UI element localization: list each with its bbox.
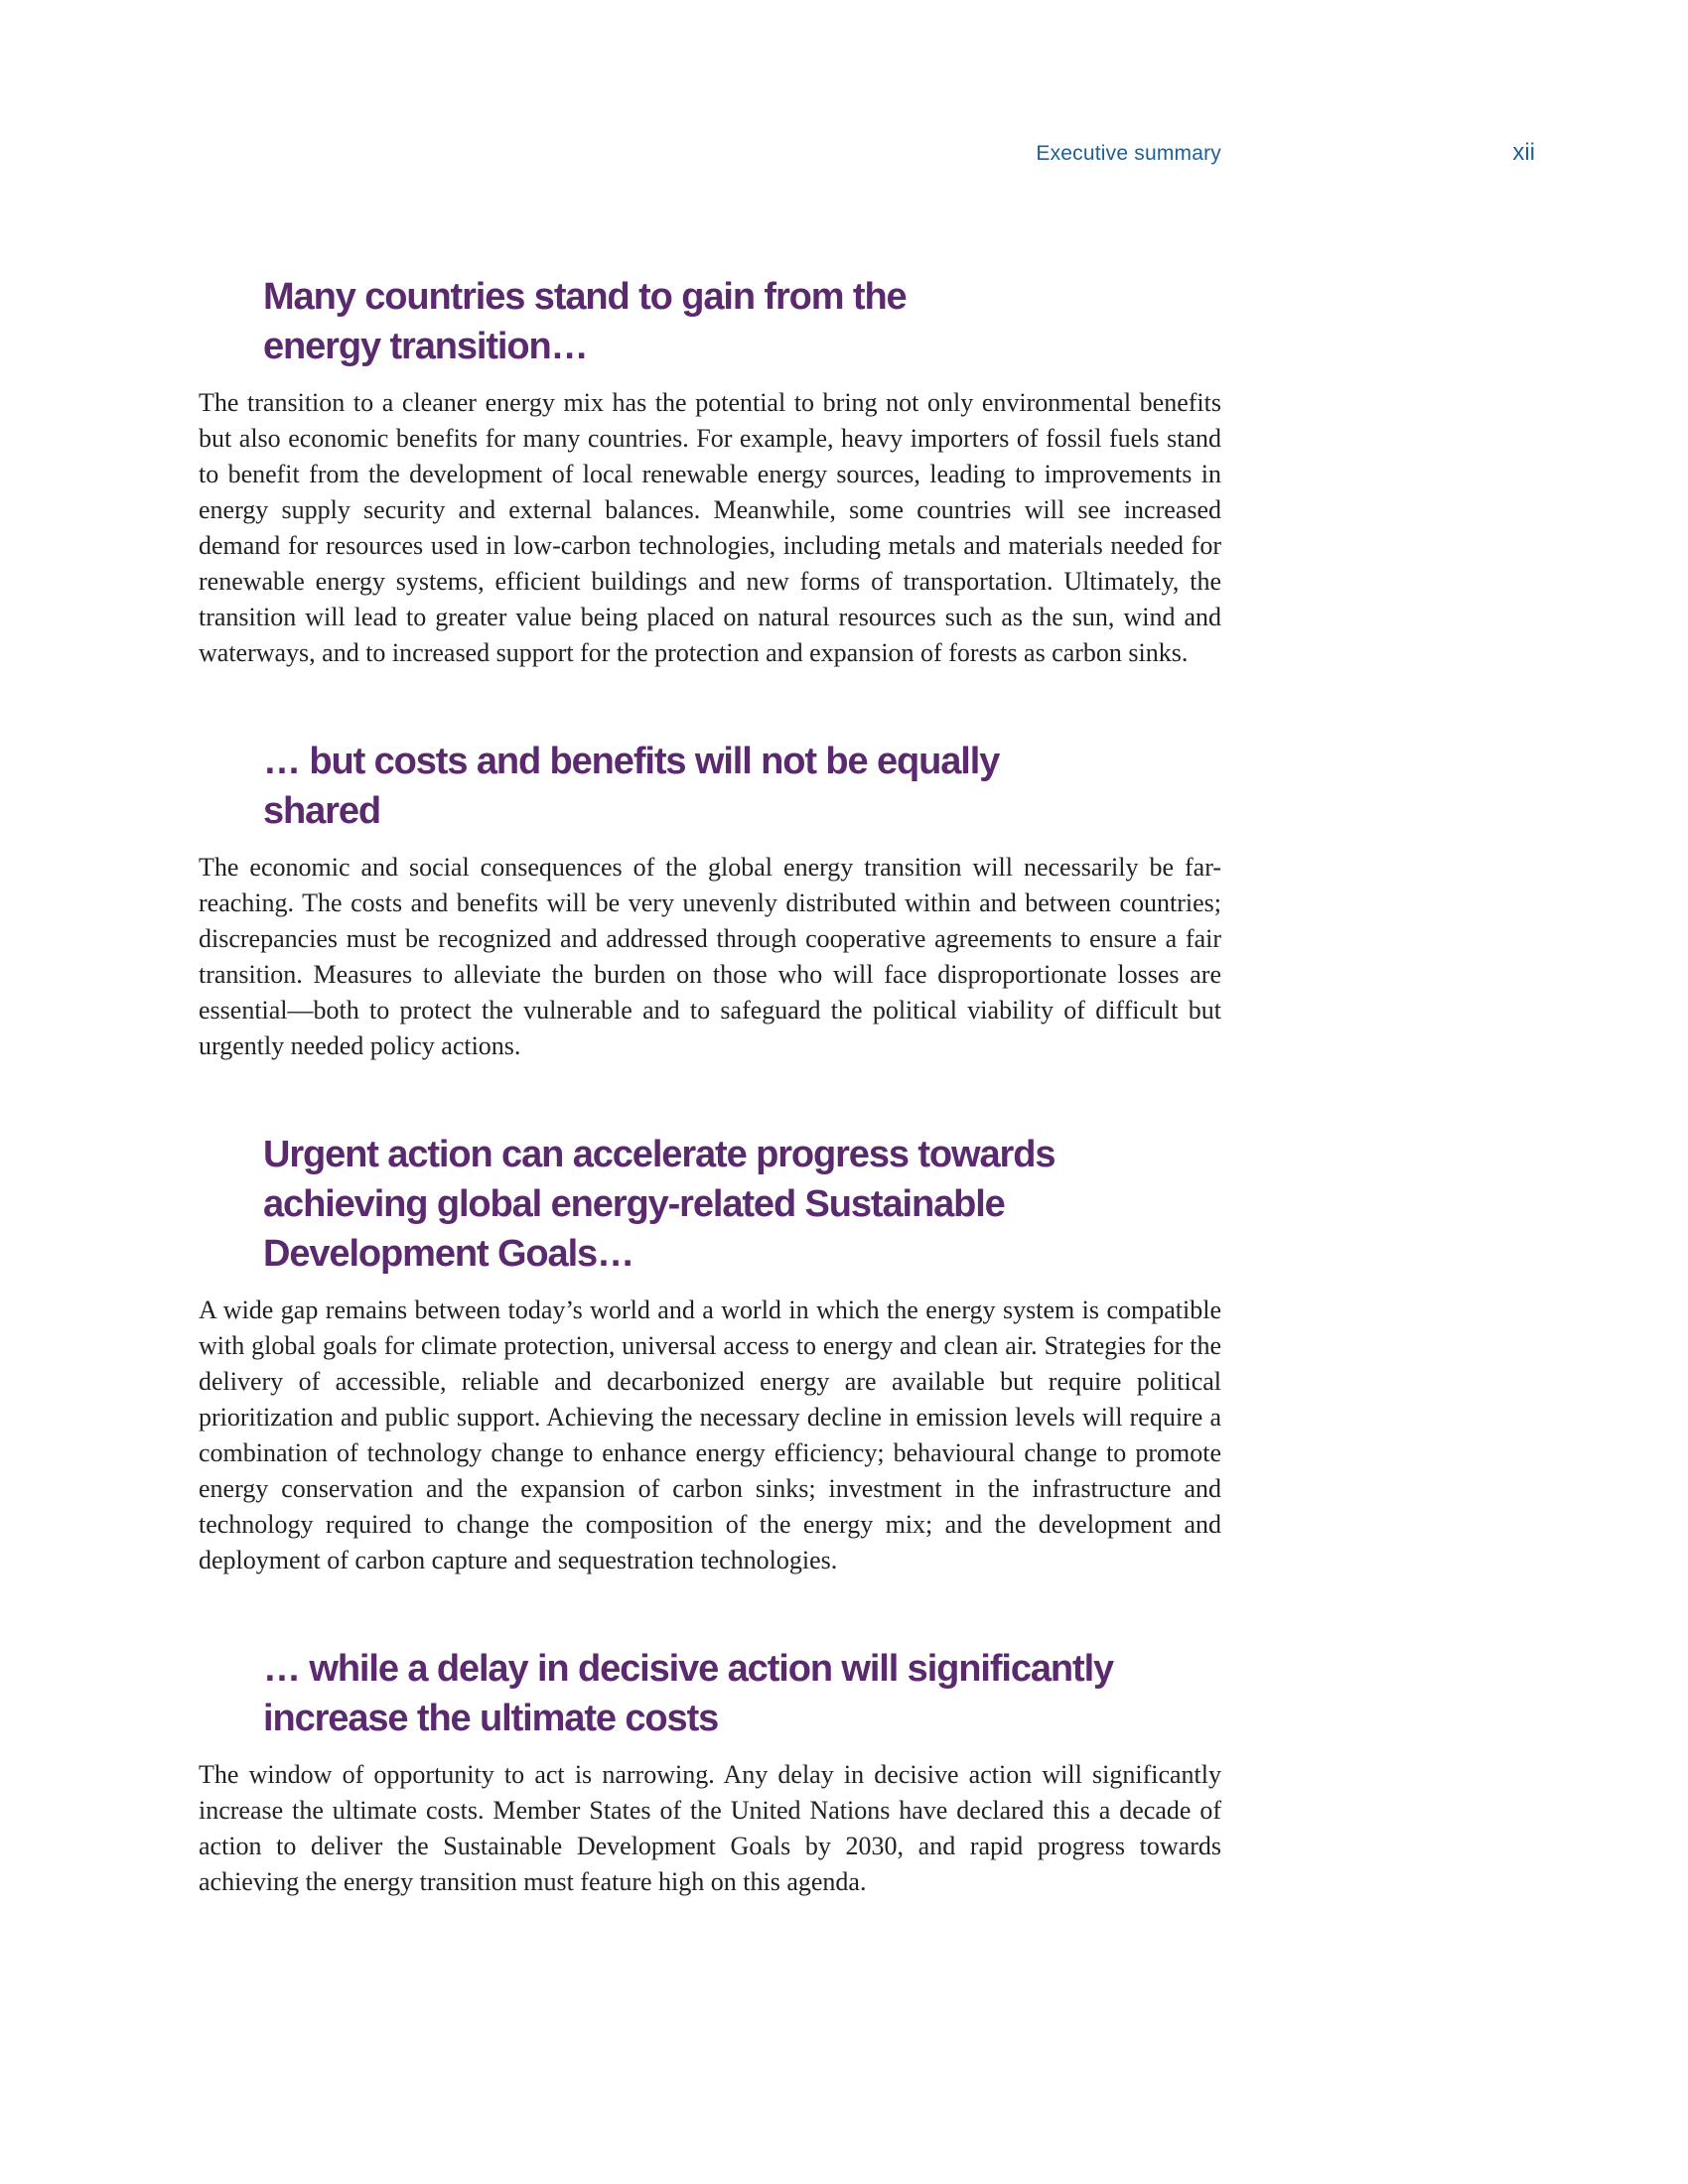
section-paragraph: The window of opportunity to act is narrowing. Any delay in decisive action will significantly increase the ultimate costs. Member States of the United Nations have declared this a decade of action to deliver the Sustainable Development Goals by 2030, and rapid progress towards achieving the energy transition must feature high on this agenda. — [199, 1760, 1221, 1896]
heading-line: Development Goals… — [263, 1233, 633, 1275]
heading-line: … but costs and benefits will not be equally shared — [263, 741, 1000, 832]
section-countries-gain — [199, 272, 1221, 671]
section-heading — [263, 737, 1117, 836]
section-heading — [263, 1130, 1117, 1279]
section-paragraph: The transition to a cleaner energy mix has the potential to bring not only environmental benefits but also economic benefits for many countries. For example, heavy importers of fossil fuels stand to benefit from the development of local renewable energy sources, leading to improvements in energy supply security and external balances. Meanwhile, some countries will see increased demand for resources used in low-carbon technologies, including metals and materials needed for renewable energy systems, efficient buildings and new forms of transportation. Ultimately, the transition will lead to greater value being placed on natural resources such as the sun, wind and waterways, and to increased support for the protection and expansion of forests as carbon sinks. — [199, 388, 1221, 667]
heading-line: achieving global energy-related Sustainable — [263, 1183, 1005, 1225]
heading-line: … while a delay in decisive action will significantly — [263, 1648, 1114, 1690]
section-heading — [263, 1644, 1117, 1743]
section-costs-benefits — [199, 737, 1221, 1064]
section-heading — [263, 272, 1117, 371]
section-paragraph: The economic and social consequences of the global energy transition will necessarily be far-reaching. The costs and benefits will be very unevenly distributed within and between countries; discrepancies must be recognized and addressed through cooperative agreements to ensure a fair transition. Measures to alleviate the burden on those who will face disproportionate losses are essential—both to protect the vulnerable and to safeguard the political viability of difficult but urgently needed policy actions. — [199, 853, 1221, 1060]
running-head: Executive summary — [1036, 142, 1221, 165]
heading-line: increase the ultimate costs — [263, 1698, 719, 1739]
heading-line: Urgent action can accelerate progress towards — [263, 1134, 1055, 1175]
heading-line: energy transition… — [263, 326, 588, 367]
heading-line: Many countries stand to gain from the — [263, 276, 907, 318]
section-urgent-action — [199, 1130, 1221, 1578]
section-paragraph: A wide gap remains between today’s world and a world in which the energy system is compatible with global goals for climate protection, universal access to energy and clean air. Strategies for the delivery of accessible, reliable and decarbonized energy are available but require political prioritization and public support. Achieving the necessary decline in emission levels will require a combination of technology change to enhance energy efficiency; behavioural change to promote energy conservation and the expansion of carbon sinks; investment in the infrastructure and technology required to change the composition of the energy mix; and the development and deployment of carbon capture and sequestration technologies. — [199, 1296, 1221, 1574]
section-delay-costs — [199, 1644, 1221, 1900]
page-number: xii — [1512, 139, 1535, 166]
document-body — [199, 272, 1221, 1900]
